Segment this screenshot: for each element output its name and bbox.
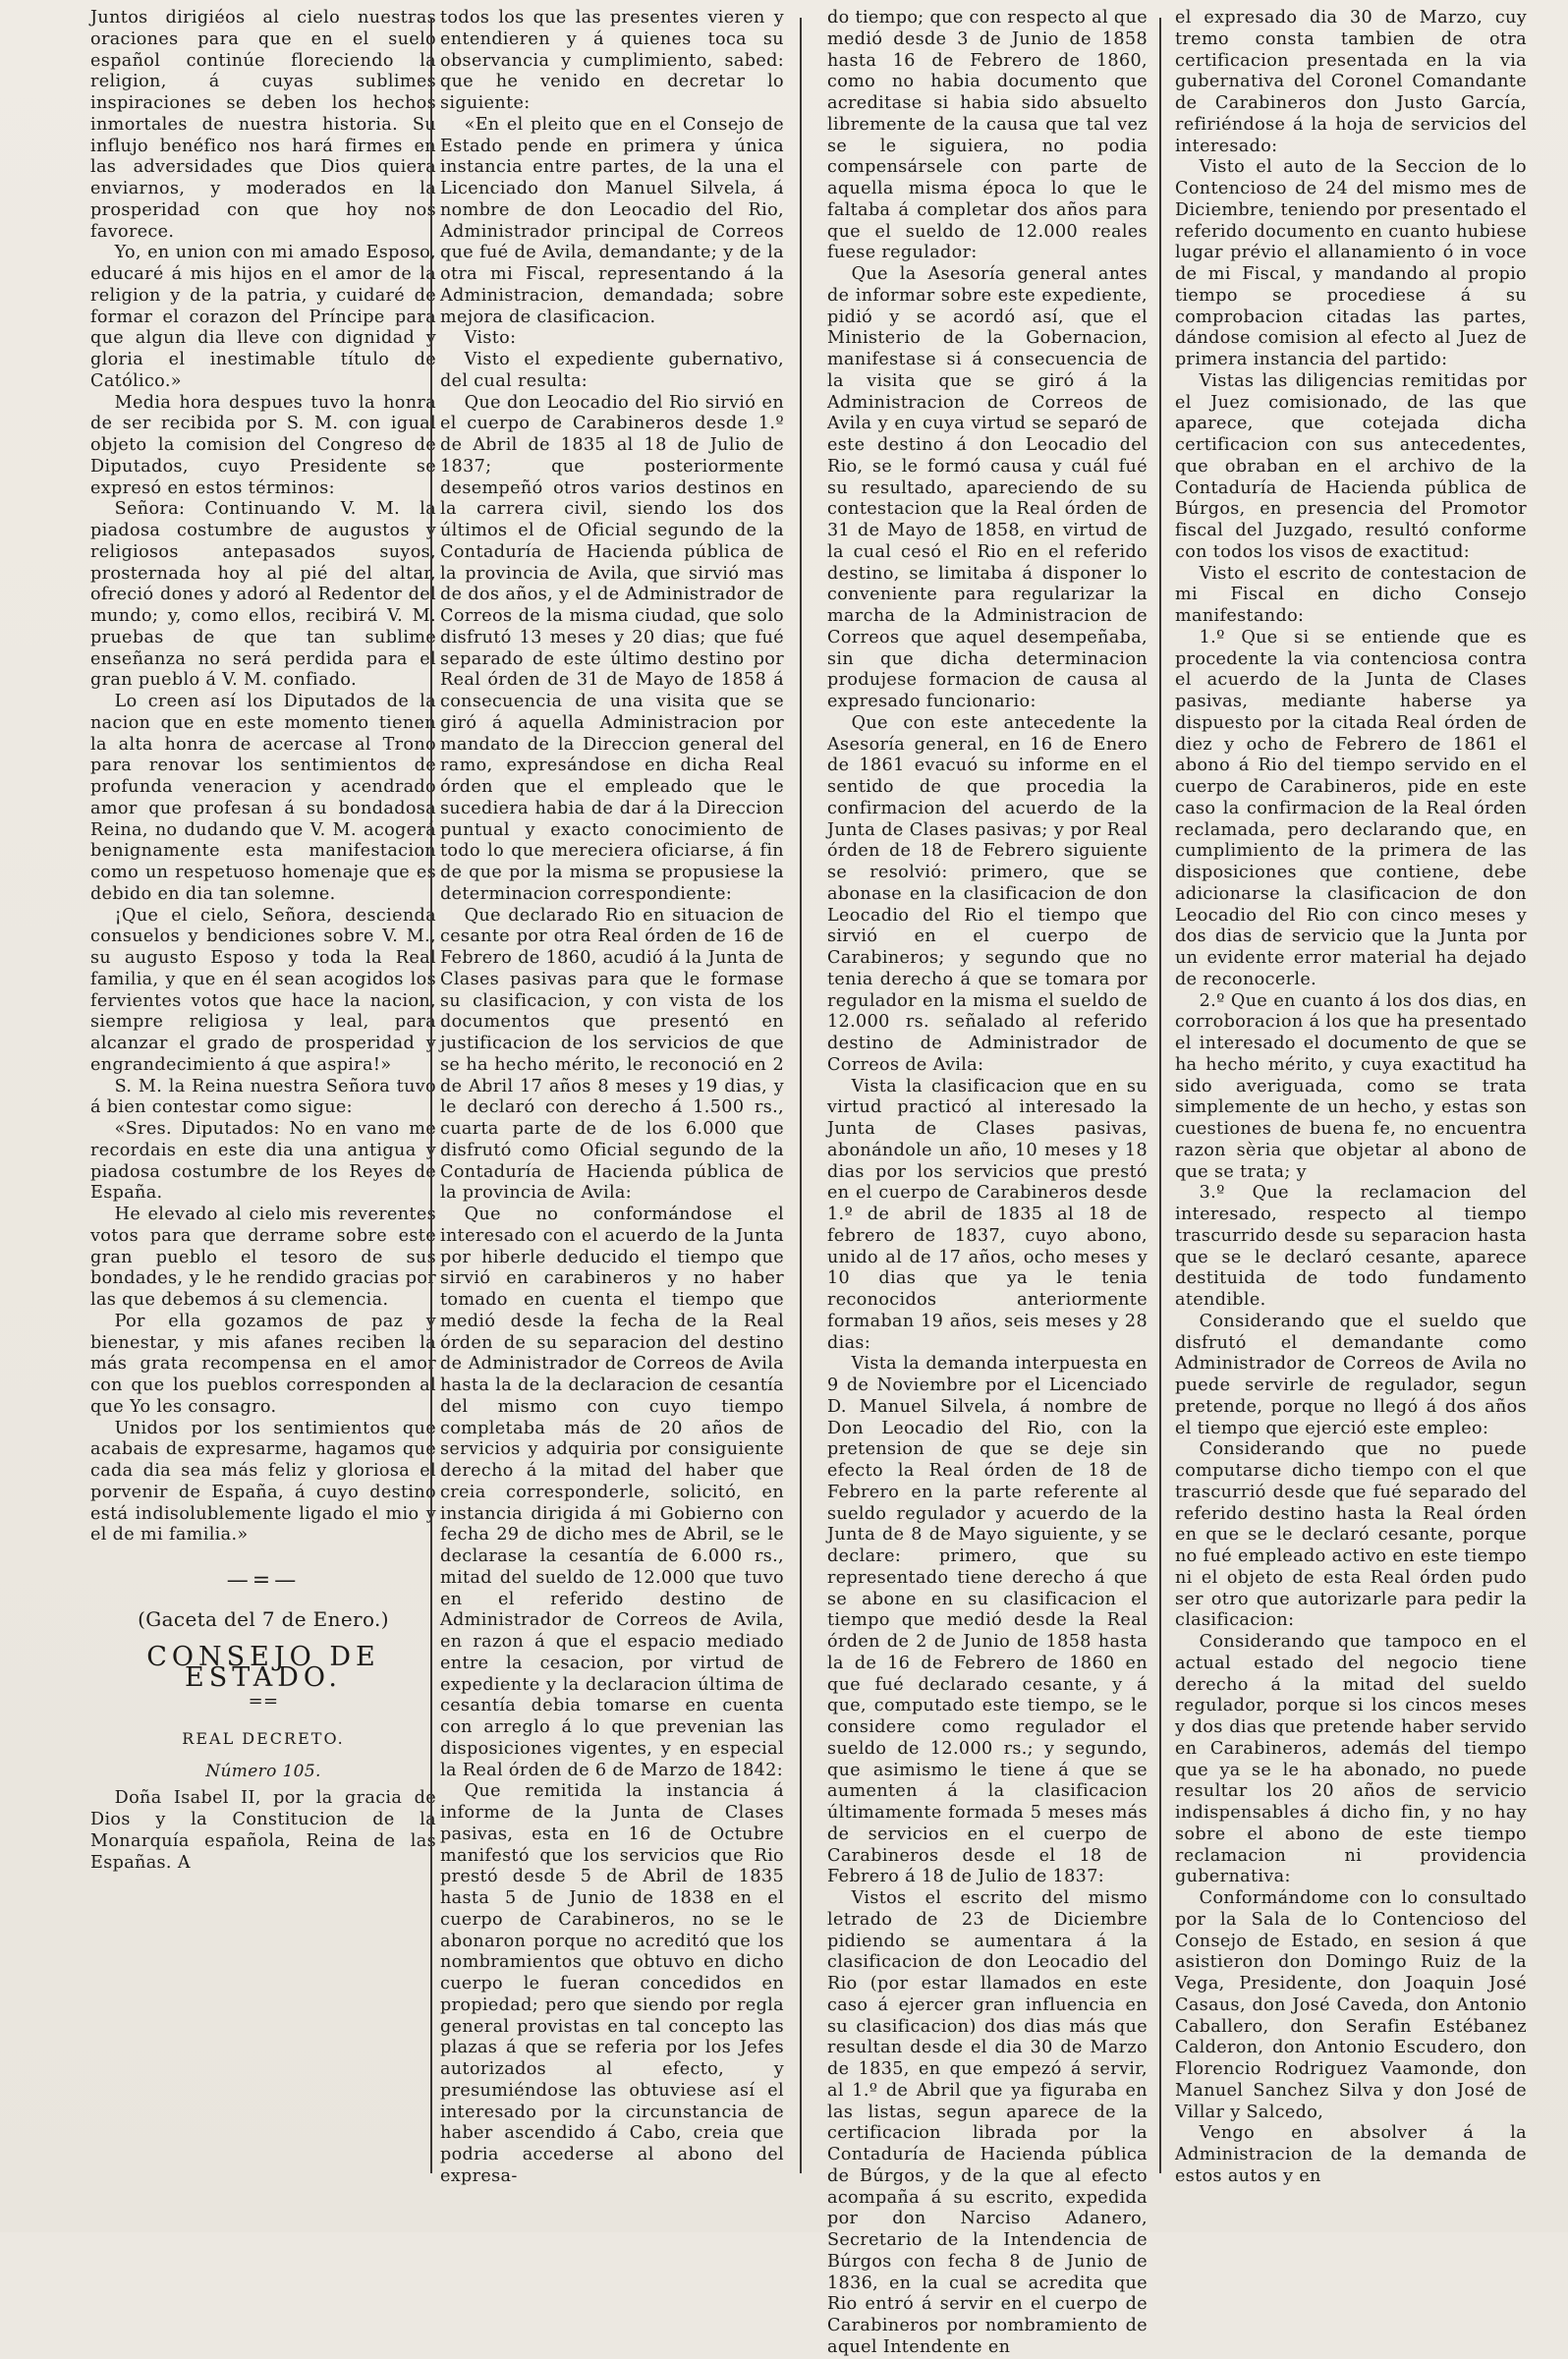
column-2: [440, 8, 784, 2219]
paragraph: Considerando que el sueldo que disfrutó el demandante como Administrador de Correos de Avila no puede servirle de regulador, segun pretende, porque no llegó á dos años el tiempo que ejerció este empleo:: [1175, 1311, 1527, 1438]
paragraph: 1.º Que si se entiende que es procedente la via contenciosa contra el acuerdo de la Junta de Clases pasivas, mediante haberse ya dispuesto por la citada Real órden de diez y ocho de Febrero de 1861 el abono á Rio del tiempo servido en el cuerpo de Carabineros, pide en este caso la confirmacion de la Real órden reclamada, pero declarando que, en cumplimiento de la primera de las disposiciones que contiene, debe adicionarse la clasificacion de don Leocadio del Rio con cinco meses y dos dias de servicio que la Junta por un evidente error material ha dejado de reconocerle.: [1175, 627, 1527, 989]
paragraph: todos los que las presentes vieren y entendieren y á quienes toca su observancia y cumplimiento, sabed: que he venido en decretar lo siguiente:: [440, 8, 784, 113]
column-2-body: [440, 8, 784, 2188]
paragraph: Media hora despues tuvo la honra de ser recibida por S. M. con igual objeto la comision del Congreso de Diputados, cuyo Presidente se expresó en estos términos:: [90, 392, 436, 498]
paragraph: Que don Leocadio del Rio sirvió en el cuerpo de Carabineros desde 1.º de Abril de 1835 al 18 de Julio de 1837; que posteriormente desempeñó otros varios destinos en la carrera civil, siendo los dos últimos el de Oficial segundo de la Contaduría de Hacienda pública de la provincia de Avila, que sirvió mas de dos años, y el de Administrador de Correos de la misma ciudad, que solo disfrutó 13 meses y 20 dias; que fué separado de este último destino por Real órden de 31 de Mayo de 1858 á consecuencia de una visita que se giró á aquella Administracion por mandato de la Direccion general del ramo, expresándose en dicha Real órden que el empleado que le sucediera habia de dar á la Direccion puntual y exacto conocimiento de todo lo que mereciera oficiarse, á fin de que por la misma se propusiese la determinacion correspondiente:: [440, 392, 784, 904]
paragraph: Yo, en union con mi amado Esposo, educaré á mis hijos en el amor de la religion y de la patria, y cuidaré de formar el corazon del Príncipe para que algun dia lleve con dignidad y gloria el inestimable título de Católico.»: [90, 243, 436, 391]
paragraph: 2.º Que en cuanto á los dos dias, en corroboracion á los que ha presentado el interesado el documento de que se ha hecho mérito, y cuya exactitud ha sido averiguada, como se trata simplemente de un hecho, y estas son cuestiones de buena fe, no encuentra razon sèria que objetar al abono de que se trata; y: [1175, 990, 1527, 1182]
paragraph: «En el pleito que en el Consejo de Estado pende en primera y única instancia entre partes, de la una el Licenciado don Manuel Silvela, á nombre de don Leocadio del Rio, Administrador principal de Correos que fué de Avila, demandante; y de la otra mi Fiscal, representando á la Administracion, demandada; sobre mejora de clasificacion.: [440, 114, 784, 327]
paragraph: el expresado dia 30 de Marzo, cuy tremo consta tambien de otra certificacion presentada en la via gubernativa del Coronel Comandante de Carabineros don Justo García, refiriéndose á la hoja de servicios del interesado:: [1175, 8, 1527, 156]
paragraph: He elevado al cielo mis reverentes votos para que derrame sobre este gran pueblo el tesoro de sus bondades, y le he rendido gracias por las que debemos á su clemencia.: [90, 1205, 436, 1310]
paragraph: Que declarado Rio en situacion de cesante por otra Real órden de 16 de Febrero de 1860, acudió á la Junta de Clases pasivas para que le formase su clasificacion, y con vista de los documentos que presentó en justificacion de los servicios de que se ha hecho mérito, le reconoció en 2 de Abril 17 años 8 meses y 19 dias, y le declaró con derecho á 1.500 rs., cuarta parte de de los 6.000 que disfrutó como Oficial segundo de la Contaduría de Hacienda pública de la provincia de Avila:: [440, 905, 784, 1204]
decree-number: Número 105.: [205, 1761, 321, 1781]
paragraph: Doña Isabel II, por la gracia de Dios y la Constitucion de la Monarquía española, Reina de las Españas. A: [90, 1788, 436, 1873]
paragraph: «Sres. Diputados: No en vano me recordais en este dia una antigua y piadosa costumbre de los Reyes de España.: [90, 1119, 436, 1204]
paragraph: ¡Que el cielo, Señora, descienda consuelos y bendiciones sobre V. M., su augusto Esposo y toda la Real familia, y que en él sean acogidos los fervientes votos que hace la nacion, siempre religiosa y leal, para alcanzar el grado de prosperidad y engrandecimiento á que aspira!»: [90, 905, 436, 1075]
decree-title: REAL DECRETO.: [182, 1728, 345, 1748]
section-heading: CONSEJO DE ESTADO.: [146, 1641, 380, 1694]
decree-opening: [90, 1788, 436, 1874]
column-3: [827, 8, 1148, 2357]
column-4-body: [1175, 8, 1527, 2188]
column-1: [90, 8, 436, 2219]
column-rule-1: [430, 18, 432, 2173]
column-rule-3: [1159, 18, 1161, 2173]
paragraph: Lo creen así los Diputados de la nacion que en este momento tienen la alta honra de acercase al Trono para renovar los sentimientos de profunda veneracion y acendrado amor que profesan á su bondadosa Reina, no dudando que V. M. acogerá benignamente esta manifestacion como un respetuoso homenaje que es debido en dia tan solemne.: [90, 692, 436, 904]
gazette-citation: (Gaceta del 7 de Enero.): [138, 1606, 389, 1631]
paragraph: Que con este antecedente la Asesoría general, en 16 de Enero de 1861 evacuó su informe en el sentido de que procedia la confirmacion del acuerdo de la Junta de Clases pasivas; y por Real órden de 18 de Febrero siguiente se resolvió: primero, que se abonase en la clasificacion de don Leocadio del Rio el tiempo que sirvió en el cuerpo de Carabineros; y segundo que no tenia derecho á que se tomara por regulador en la misma el sueldo de 12.000 rs. señalado al referido destino de Administrador de Correos de Avila:: [827, 712, 1148, 1075]
paragraph: Visto:: [464, 328, 517, 349]
paragraph: Visto el auto de la Seccion de lo Contencioso de 24 del mismo mes de Diciembre, teniendo por presentado el referido documento en cuanto hubiese lugar prévio el allanamiento ó in voce de mi Fiscal, y mandando al propio tiempo se procediese á su comprobacion citadas las partes, dándose comision al efecto al Juez de primera instancia del partido:: [1175, 157, 1527, 369]
column-1-body: [90, 8, 436, 1546]
column-4: [1175, 8, 1527, 2219]
section-separator: —=—: [226, 1568, 301, 1593]
column-3-body: [827, 8, 1148, 2359]
paragraph: 3.º Que la reclamacion del interesado, respecto al tiempo trascurrido desde su separacion hasta que se le declaró cesante, aparece destituida de todo fundamento atendible.: [1175, 1183, 1527, 1310]
paragraph: Vistas las diligencias remitidas por el Juez comisionado, de las que aparece, que cotejada dicha certificacion con sus antecedentes, que obraban en el archivo de la Contaduría de Hacienda pública de Búrgos, en presencia del Promotor fiscal del Juzgado, resultó conforme con todos los visos de exactitud:: [1175, 370, 1527, 562]
paragraph: Unidos por los sentimientos que acabais de expresarme, hagamos que cada dia sea más feliz y gloriosa el porvenir de España, á cuyo destino está indisolublemente ligado el mio y el de mi familia.»: [90, 1418, 436, 1545]
paragraph: Juntos dirigiéos al cielo nuestras oraciones para que en el suelo español continúe floreciendo la religion, á cuyas sublimes inspiraciones se deben los hechos inmortales de nuestra historia. Su influjo benéfico nos hará firmes en las adversidades que Dios quiera enviarnos, y moderados en la prosperidad con que hoy nos favorece.: [90, 8, 436, 242]
heading-rule: ==: [248, 1691, 279, 1712]
paragraph: Considerando que no puede computarse dicho tiempo con el que trascurrió desde que fué separado del referido destino hasta la Real órden en que se le declaró cesante, porque no fué empleado activo en este tiempo ni el objeto de esta Real órden pudo ser otro que autorizarle para pedir la clasificacion:: [1175, 1439, 1527, 1631]
paragraph: Por ella gozamos de paz y bienestar, y mis afanes reciben la más grata recompensa en el amor con que los pueblos corresponden al que Yo les consagro.: [90, 1311, 436, 1417]
paragraph: Vista la demanda interpuesta en 9 de Noviembre por el Licenciado D. Manuel Silvela, á nombre de Don Leocadio del Rio, con la pretension de que se deje sin efecto la Real órden de 18 de Febrero en la parte referente al sueldo regulador y acuerdo de la Junta de 8 de Mayo siguiente, y se declare: primero, que su representado tiene derecho á que se abone en su clasificacion el tiempo que medió desde la Real órden de 2 de Junio de 1858 hasta la de 16 de Febrero de 1860 en que fué declarado cesante, y á que, computado este tiempo, se le considere como regulador el sueldo de 12.000 rs.; y segundo, que asimismo le tiene á que se aumenten á la clasificacion últimamente formada 5 meses más de servicios en el cuerpo de Carabineros desde el 18 de Febrero á 18 de Julio de 1837:: [827, 1354, 1148, 1887]
paragraph: Que la Asesoría general antes de informar sobre este expediente, pidió y se acordó así, que el Ministerio de la Gobernacion, manifestase si á consecuencia de la visita que se giró á la Administracion de Correos de Avila y en cuya virtud se separó de este destino á don Leocadio del Rio, se le formó causa y cuál fué su resultado, apareciendo de su contestacion que la Real órden de 31 de Mayo de 1858, en virtud de la cual cesó el Rio en el referido destino, se limitaba á disponer lo conveniente para regularizar la marcha de la Administracion de Correos que aquel desempeñaba, sin que dicha determinacion produjese formacion de causa al expresado funcionario:: [827, 264, 1148, 711]
paragraph: Señora: Continuando V. M. la piadosa costumbre de augustos y religiosos antepasados suyos, prosternada hoy al pié del altar, ofreció dones y adoró al Redentor del mundo; y, como ellos, recibirá V. M. pruebas de que tan sublime enseñanza no será perdida para el gran pueblo á V. M. confiado.: [90, 499, 436, 691]
column-rule-2: [800, 18, 802, 2173]
paragraph: Vistos el escrito del mismo letrado de 23 de Diciembre pidiendo se aumentara á la clasificacion de don Leocadio del Rio (por estar llamados en este caso á ejercer gran influencia en su clasificacion) dos dias más que resultan desde el dia 30 de Marzo de 1835, en que empezó á servir, al 1.º de Abril que ya figuraba en las listas, segun aparece de la certificacion librada por la Contaduría de Hacienda pública de Búrgos, y de la que al efecto acompaña á su escrito, expedida por don Narciso Adanero, Secretario de la Intendencia de Búrgos con fecha 8 de Junio de 1836, en la cual se acredita que Rio entró á servir en el cuerpo de Carabineros por nombramiento de aquel Intendente en: [827, 1888, 1148, 2357]
paragraph: do tiempo; que con respecto al que medió desde 3 de Junio de 1858 hasta 16 de Febrero de 1860, como no habia documento que acreditase si habia sido absuelto libremente de la causa que tal vez se le siguiera, no podia compensársele con parte de aquella misma época lo que le faltaba á completar dos años para que el sueldo de 12.000 reales fuese regulador:: [827, 8, 1148, 263]
paragraph: Visto el expediente gubernativo, del cual resulta:: [440, 350, 784, 391]
paragraph: Considerando que tampoco en el actual estado del negocio tiene derecho á la mitad del sueldo regulador, porque si los cincos meses y dos dias que pretende haber servido en Carabineros, además del tiempo que ya se le ha abonado, no puede resultar los 20 años de servicio indispensables á dicho fin, y no hay sobre el abono de este tiempo reclamacion ni providencia gubernativa:: [1175, 1632, 1527, 1887]
paragraph: Visto el escrito de contestacion de mi Fiscal en dicho Consejo manifestando:: [1175, 563, 1527, 626]
paragraph: Vengo en absolver á la Administracion de la demanda de estos autos y en: [1175, 2123, 1527, 2186]
paragraph: Que remitida la instancia á informe de la Junta de Clases pasivas, esta en 16 de Octubre manifestó que los servicios que Rio prestó desde 5 de Abril de 1835 hasta 5 de Junio de 1838 en el cuerpo de Carabineros, no se le abonaron porque no acreditó que los nombramientos que obtuvo en dicho cuerpo le fueran concedidos en propiedad; pero que siendo por regla general provistas en tal concepto las plazas á que se referia por los Jefes autorizados al efecto, y presumiéndose las obtuviese así el interesado por la circunstancia de haber ascendido á Cabo, creia que podria accederse al abono del expresa-: [440, 1781, 784, 2186]
paragraph: S. M. la Reina nuestra Señora tuvo á bien contestar como sigue:: [90, 1076, 436, 1118]
paragraph: Conformándome con lo consultado por la Sala de lo Contencioso del Consejo de Estado, en sesion á que asistieron don Domingo Ruiz de la Vega, Presidente, don Joaquin José Casaus, don José Caveda, don Antonio Caballero, don Serafin Estébanez Calderon, don Antonio Escudero, don Florencio Rodriguez Vaamonde, don Manuel Sanchez Silva y don José de Villar y Salcedo,: [1175, 1888, 1527, 2122]
paragraph: Que no conformándose el interesado con el acuerdo de la Junta por hiberle deducido el tiempo que sirvió en carabineros y no haber tomado en cuenta el tiempo que medió desde la fecha de la Real órden de su separacion del destino de Administrador de Correos de Avila hasta la de la declaracion de cesantía del mismo con cuyo tiempo completaba más de 20 años de servicios y adquiria por consiguiente derecho á la mitad del haber que creia corresponderle, solicitó, en instancia dirigida á mi Gobierno con fecha 29 de dicho mes de Abril, se le declarase la cesantía de 6.000 rs., mitad del sueldo de 12.000 que tuvo en el referido destino de Administrador de Correos de Avila, en razon á que el espacio mediado entre la cesacion, por virtud de expediente y la declaracion última de cesantía debia tomarse en cuenta con arreglo á lo que prevenian las disposiciones vigentes, y en especial la Real órden de 6 de Marzo de 1842:: [440, 1205, 784, 1780]
paragraph: Vista la clasificacion que en su virtud practicó al interesado la Junta de Clases pasivas, abonándole un año, 10 meses y 18 dias por los servicios que prestó en el cuerpo de Carabineros desde 1.º de abril de 1835 al 18 de febrero de 1837, cuyo abono, unido al de 17 años, ocho meses y 10 dias que ya le tenia reconocidos anteriormente formaban 19 años, seis meses y 28 dias:: [827, 1076, 1148, 1353]
